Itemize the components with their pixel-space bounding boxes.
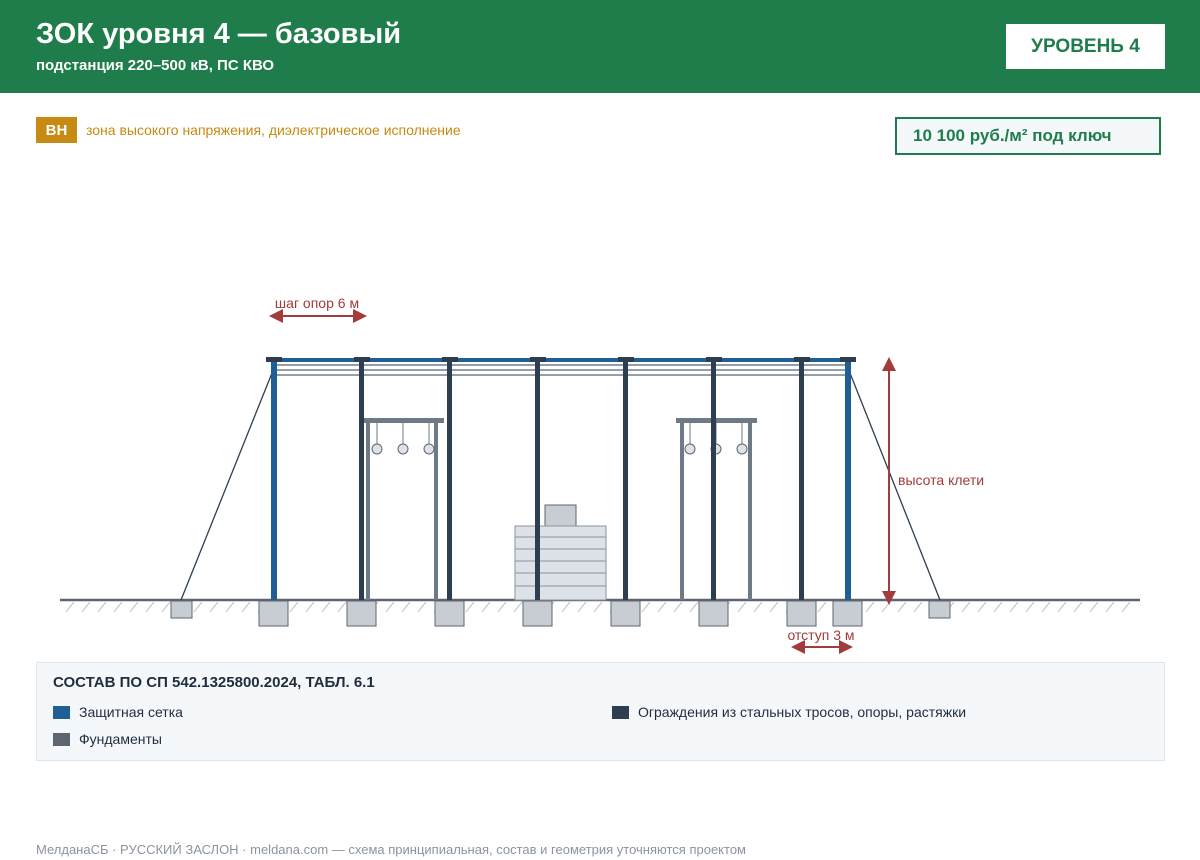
footer-note: МелданаСБ · РУССКИЙ ЗАСЛОН · meldana.com — схема принципиальная, состав и геометрия уточняются проектом [36,842,746,857]
price-box: 10 100 руб./м² под ключ [895,117,1161,155]
legend-item-mesh [53,704,183,720]
foundations [171,601,950,626]
legend-swatch-mesh [53,706,70,719]
page-title: ЗОК уровня 4 — базовый [36,18,402,50]
legend-item-cables [612,704,966,720]
equipment-portal-left [362,418,444,600]
legend-label-mesh: Защитная сетка [79,704,183,720]
post-spacing-label: шаг опор 6 м [274,295,360,311]
transformer-icon [515,505,606,600]
legend-label-cables: Ограждения из стальных тросов, опоры, растяжки [638,704,967,720]
legend-panel [36,662,1165,761]
offset-label: отступ 3 м [787,627,855,643]
zone-description: зона высокого напряжения, диэлектрическое исполнение [86,122,461,138]
page-subtitle: подстанция 220–500 кВ, ПС КВО [36,57,275,74]
equipment-portal-right [676,418,757,600]
legend-title: СОСТАВ ПО СП 542.1325800.2024, ТАБЛ. 6.1 [53,674,375,691]
level-badge: УРОВЕНЬ 4 [1006,24,1165,69]
ground-hatch [66,602,1130,612]
zone-badge: ВН [36,117,77,143]
height-label: высота клети [898,472,985,488]
legend-item-foundations [53,731,162,747]
legend-label-foundations: Фундаменты [79,731,162,747]
guy-wire-left [181,368,274,600]
legend-swatch-foundations [53,733,70,746]
legend-swatch-cables [612,706,629,719]
